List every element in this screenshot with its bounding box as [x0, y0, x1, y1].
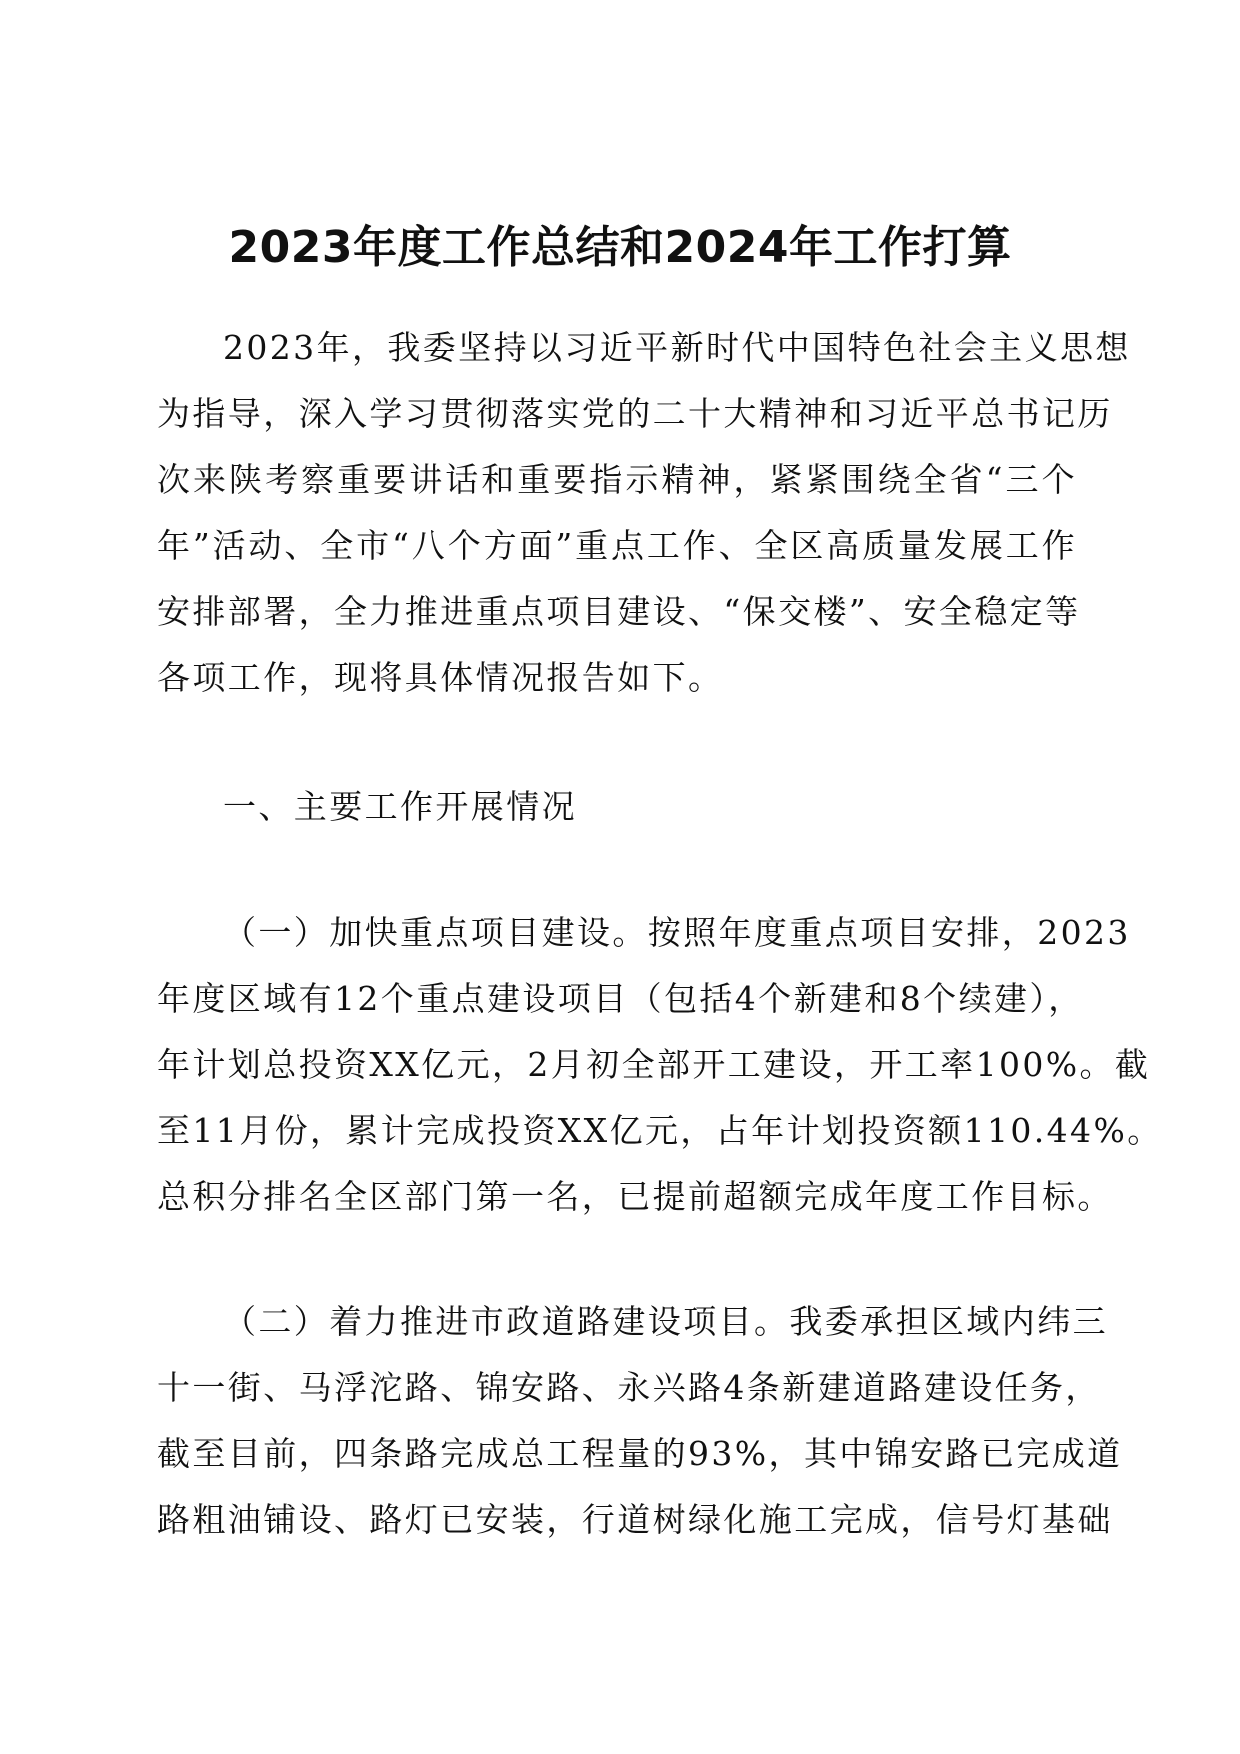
paragraph-line: 为指导，深入学习贯彻落实党的二十大精神和习近平总书记历: [157, 394, 1113, 433]
paragraph-line: 年度区域有12个重点建设项目（包括4个新建和8个续建），: [157, 979, 1084, 1018]
paragraph-line: 2023年，我委坚持以习近平新时代中国特色社会主义思想: [223, 328, 1131, 367]
paragraph-line: 至11月份，累计完成投资XX亿元，占年计划投资额110.44%。: [157, 1111, 1163, 1150]
paragraph-line: 路粗油铺设、路灯已安装，行道树绿化施工完成，信号灯基础: [157, 1500, 1113, 1539]
paragraph-line: 安排部署，全力推进重点项目建设、“保交楼”、安全稳定等: [157, 592, 1081, 631]
section-heading-text: 一、主要工作开展情况: [223, 787, 577, 826]
paragraph-line: 截至目前，四条路完成总工程量的93%，其中锦安路已完成道: [157, 1434, 1123, 1473]
intro-paragraph: [157, 315, 1131, 711]
paragraph-line: 次来陕考察重要讲话和重要指示精神，紧紧围绕全省“三个: [157, 460, 1077, 499]
key-projects-paragraph: [157, 900, 1163, 1230]
road-projects-paragraph: [157, 1289, 1123, 1553]
paragraph-line: 总积分排名全区部门第一名，已提前超额完成年度工作目标。: [157, 1177, 1113, 1216]
paragraph-line: （一）加快重点项目建设。按照年度重点项目安排，2023: [223, 913, 1131, 952]
paragraph-line: 各项工作，现将具体情况报告如下。: [157, 658, 724, 697]
document-title: 2023年度工作总结和2024年工作打算: [228, 222, 1012, 273]
paragraph-line: （二）着力推进市政道路建设项目。我委承担区域内纬三: [223, 1302, 1108, 1341]
paragraph-line: 十一街、马浮沱路、锦安路、永兴路4条新建道路建设任务，: [157, 1368, 1101, 1407]
section-heading: [157, 774, 1077, 840]
paragraph-line: 年计划总投资XX亿元，2月初全部开工建设，开工率100%。截: [157, 1045, 1151, 1084]
paragraph-line: 年”活动、全市“八个方面”重点工作、全区高质量发展工作: [157, 526, 1077, 565]
